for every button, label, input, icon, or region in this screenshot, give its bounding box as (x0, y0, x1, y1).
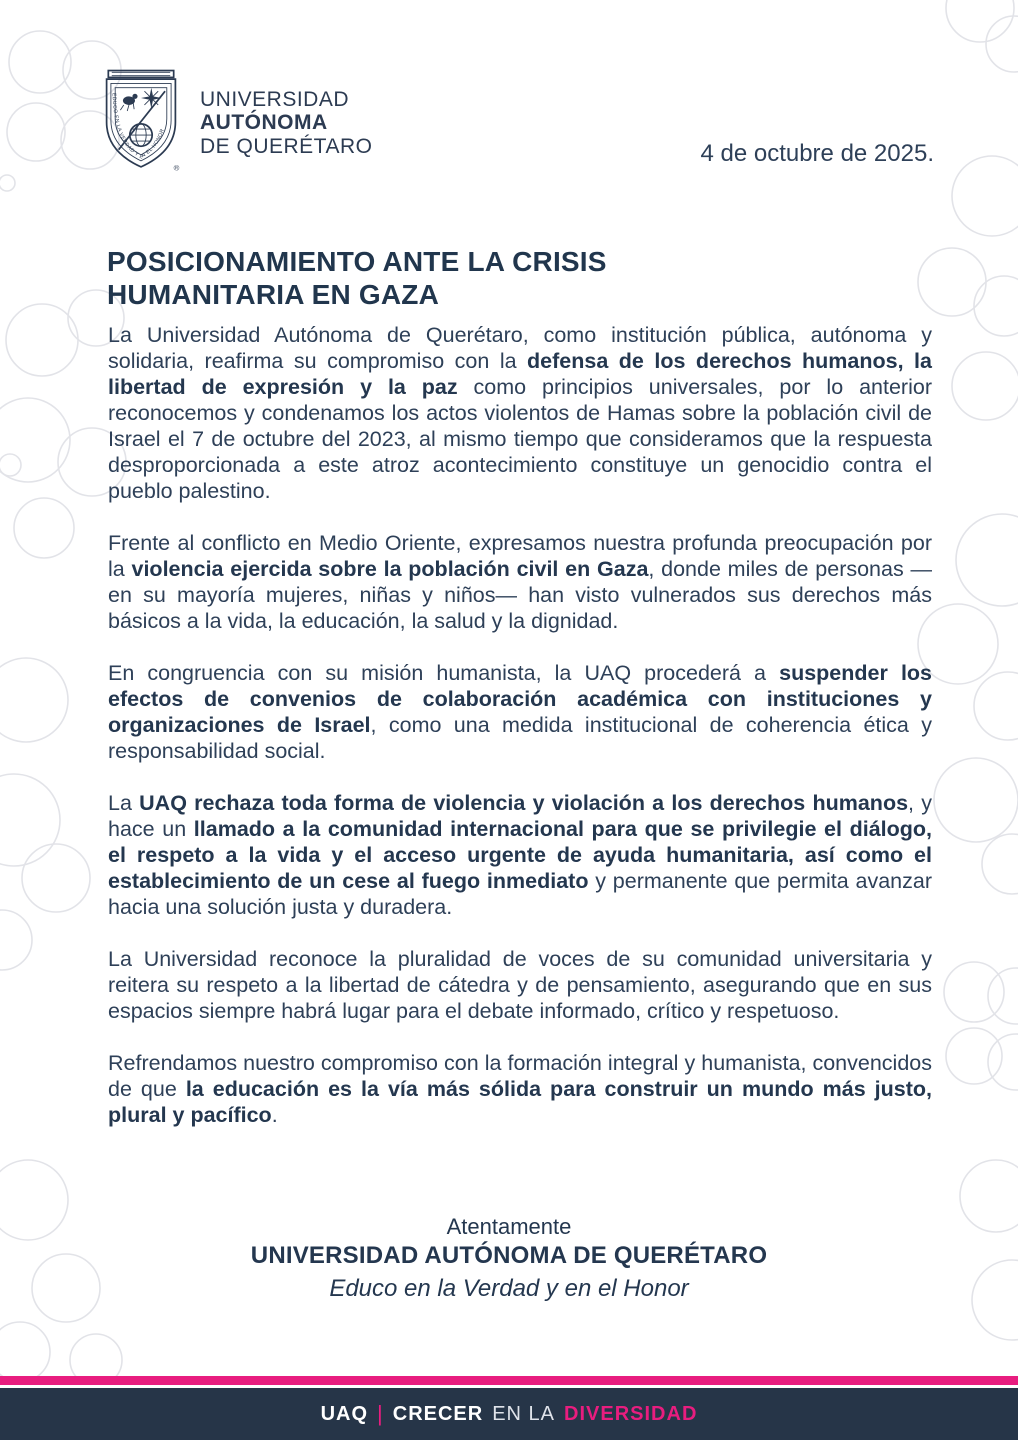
uaq-logo (98, 68, 372, 178)
paragraph-bold-segment: suspender los efectos de convenios de colaboración académica con instituciones y organizaciones de Israel (108, 661, 933, 737)
paragraph-segment: Frente al conflicto en Medio Oriente, expresamos nuestra profunda preocupación por la (108, 531, 932, 581)
footer-crecer: CRECER (392, 1402, 484, 1425)
paragraph-segment: , donde miles de personas —en su mayoría mujeres, niñas y niños— han visto vulnerados sus derechos más básicos a la vida, la educación, la salud y la dignidad. (108, 557, 932, 633)
paragraph-segment: , como una medida institucional de coherencia ética y responsabilidad social. (108, 713, 932, 763)
globe-emblem (130, 124, 152, 146)
bird-emblem (120, 94, 137, 111)
paragraph (108, 946, 932, 1024)
pattern-cluster (944, 962, 1018, 1090)
paragraph-segment: La Universidad reconoce la pluralidad de voces de su comunidad universitaria y reitera su respeto a la libertad de cátedra y de pensamiento, asegurando que en sus espacios siempre habrá lugar para el debate informado, crítico y respetuoso. (108, 947, 932, 1023)
document-title (107, 245, 807, 311)
pattern-cluster (946, 0, 1018, 72)
uaq-wordmark (200, 88, 372, 159)
footer-uaq: UAQ (320, 1402, 369, 1425)
paragraph-segment: como principios universales, por lo anterior reconocemos y condenamos los actos violentos de Hamas sobre la población civil de Israel el 7 de octubre del 2023, al mismo tiempo que consideramos que la respuesta desproporcionada a este atroz acontecimiento constituye un genocidio contra el pueblo palestino. (108, 375, 932, 503)
footer-accent-rule (0, 1376, 1018, 1385)
paragraph-segment: La (108, 791, 140, 815)
paragraph-segment: y permanente que permita avanzar hacia una solución justa y duradera. (108, 869, 932, 919)
paragraph (108, 790, 932, 920)
paragraph-bold-segment: UAQ rechaza toda forma de violencia y violación a los derechos humanos (139, 791, 909, 815)
paragraph-segment: Refrendamos nuestro compromiso con la formación integral y humanista, convencidos de que (108, 1051, 932, 1101)
signature-closing: Atentamente (446, 1214, 572, 1239)
paragraph (108, 530, 932, 634)
paragraph-bold-segment: la educación es la vía más sólida para construir un mundo más justo, plural y pacífico (108, 1077, 932, 1127)
paragraph-segment: En congruencia con su misión humanista, la UAQ procederá a (108, 661, 780, 685)
footer-en-la: EN LA (492, 1402, 556, 1425)
paragraph-segment: . (271, 1103, 278, 1127)
uaq-shield-logo (98, 68, 184, 178)
paragraph (108, 322, 932, 504)
pattern-cluster (918, 156, 1018, 420)
pattern-cluster (918, 514, 1018, 894)
paragraph-segment: , y hace un (108, 791, 932, 841)
registered-mark: ® (173, 163, 180, 173)
title-line-2: HUMANITARIA EN GAZA (107, 278, 439, 310)
document-date: 4 de octubre de 2025. (700, 140, 934, 167)
star-emblem (141, 88, 162, 109)
paragraph-bold-segment: defensa de los derechos humanos, la libertad de expresión y la paz (108, 349, 932, 399)
svg-text:EDUCO EN LA VERDAD Y EN EL HON (111, 93, 166, 161)
footer (0, 1376, 1018, 1440)
document-body (108, 322, 932, 1154)
shield-motto: EDUCO EN LA VERDAD Y EN EL HONOR (110, 92, 166, 161)
wordmark-line-3: DE QUERÉTARO (200, 134, 373, 158)
paragraph-bold-segment: violencia ejercida sobre la población civil en Gaza (131, 557, 649, 581)
signature-motto: Educo en la Verdad y en el Honor (329, 1274, 689, 1302)
footer-bar (0, 1388, 1018, 1440)
paragraph-segment: La Universidad Autónoma de Querétaro, como institución pública, autónoma y solidaria, reafirma su compromiso con la (108, 323, 932, 373)
signature-block (0, 1214, 1018, 1304)
footer-separator: | (377, 1401, 384, 1426)
wordmark-line-1: UNIVERSIDAD (200, 87, 350, 111)
pattern-cluster (0, 658, 90, 970)
footer-diversidad: DIVERSIDAD (564, 1402, 698, 1425)
wordmark-line-2: AUTÓNOMA (200, 111, 328, 135)
paragraph (108, 660, 932, 764)
paragraph (108, 1050, 932, 1128)
title-line-1: POSICIONAMIENTO ANTE LA CRISIS (107, 245, 607, 277)
paragraph-bold-segment: llamado a la comunidad internacional para que se privilegie el diálogo, el respeto a la vida y el acceso urgente de ayuda humanitaria, así como el establecimiento de un cese al fuego inmediato (108, 817, 932, 893)
signature-institution: UNIVERSIDAD AUTÓNOMA DE QUERÉTARO (250, 1242, 768, 1270)
